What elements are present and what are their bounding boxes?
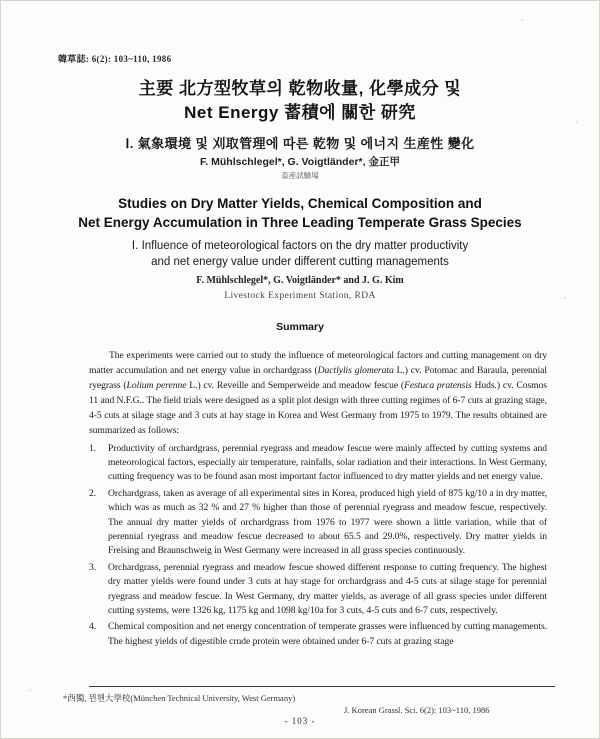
affiliation-korean: 畜産試驗場	[281, 171, 319, 180]
journal-header-reference: 韓草誌: 6(2): 103~110, 1986	[58, 54, 172, 64]
korean-title-line1: 主要 北方型牧草의 乾物收量, 化學成分 및	[138, 79, 462, 98]
english-title-line2: Net Energy Accumulation in Three Leading Temperate Grass Species	[78, 214, 522, 230]
result-item-2	[89, 487, 547, 559]
english-subtitle-line2: and net energy value under different cutting managements	[151, 255, 449, 268]
result-item-4-text: Chemical composition and net energy concentration of temperate grasses were influenced by cutting managements. The highest yields of digestible crude protein were obtained under 6-7 cuts at grazing stage	[108, 621, 547, 647]
result-item-1	[89, 442, 547, 485]
result-item-4	[89, 620, 547, 649]
result-item-1-number: 1.	[89, 442, 97, 454]
result-item-2-number: 2.	[89, 487, 97, 499]
body-text-block	[89, 348, 547, 684]
species-name-italic-1: Dactlylis glomerata	[317, 365, 394, 377]
authors-english: F. Mühlschlegel*, G. Voigtländer* and J. G. Kim	[196, 275, 404, 286]
authors-korean: F. Mühlschlegel*, G. Voigtländer*, 金正甲	[200, 156, 400, 168]
species-name-italic-2: Lolium perenne	[126, 380, 187, 392]
result-item-4-number: 4.	[89, 621, 97, 633]
affiliation-english: Livestock Experiment Station, RDA	[224, 291, 376, 301]
species-name-italic-3: Festuca pratensis	[404, 380, 472, 392]
result-item-1-text: Productivity of orchardgrass, perennial ryegrass and meadow fescue were mainly affected by cutting systems and meteorological factors, especially air temperature, rainfalls, solar radiation and their interactions. In West Germany, cutting frequency was to be found asan most important factor influenced to dry matter yields and net energy value.	[108, 442, 547, 483]
korean-subtitle: Ⅰ. 氣象環境 및 刈取管理에 따른 乾物 및 에너지 生産性 變化	[125, 136, 475, 151]
summary-text-4: Huds.) cv. Cosmos 11 and N.F.G.. The field trials were designed as a split plot design with three cutting regimes of 6-7 cuts at grazing stage, 4-5 cuts at silage stage and 3 cuts at hay stage in Korea and West Germany from 1975 to 1979. The results obtained are summarized as follows:	[89, 380, 547, 437]
page-number: - 103 -	[284, 716, 316, 726]
scan-noise	[1, 1, 3, 3]
result-item-3	[89, 561, 547, 619]
korean-title-line2: Net Energy 蓄積에 關한 研究	[184, 103, 416, 122]
footnote-divider-rule	[89, 686, 555, 687]
result-item-2-text: Orchardgrass, taken as average of all experimental sites in Korea, produced high yield of 875 kg/10 a in dry matter, which was as much as 32 % and 27 % higher than those of perennial ryegrass and meadow fescue, respectively. The annual dry matter yields of orchardgrass from 1976 to 1977 were shown a little variation, while that of perennial ryegrass and meadow fescue decreased to about 65.5 and 29.0%, respectively. Dry matter yields in Freising and Braunschweig in West Germany were increased in all grass species continuously.	[108, 487, 547, 557]
english-subtitle-line1: Ⅰ. Influence of meteorological factors on the dry matter productivity	[131, 240, 469, 252]
english-title-line1: Studies on Dry Matter Yields, Chemical Composition and	[118, 196, 482, 211]
english-title	[1, 195, 599, 232]
summary-paragraph	[89, 348, 547, 439]
result-item-3-text: Orchardgrass, perennial ryegrass and meadow fescue showed different response to cutting frequency. The highest dry matter yields were found under 3 cuts at hay stage for orchardgrass and 4-5 cuts at silage stage for perennial ryegrass and meadow fescue. In West Germany, dry matter yields, as average of all grass species under different cutting systems, were 1326 kg, 1175 kg and 1098 kg/10a for 3 cuts, 4-5 cuts and 6-7 cuts, respectively.	[108, 561, 547, 617]
korean-title	[1, 77, 599, 125]
result-item-3-number: 3.	[89, 561, 97, 573]
bottom-journal-reference: J. Korean Grassl. Sci. 6(2): 103~110, 1986	[344, 705, 490, 715]
summary-text-1: The experiments were carried out to study the influence of meteorological factors and cutting management on dry matter accumulation and net energy value in orchardgrass (	[89, 350, 547, 377]
footnote-affiliation: *西獨, 뮌헨大學校(München Technical University, West Germany)	[63, 693, 296, 703]
english-subtitle	[1, 239, 599, 270]
summary-heading: Summary	[276, 321, 324, 333]
summary-text-2: L.) cv. Potomac and Baraula, perennial ryegrass (	[89, 365, 547, 392]
summary-text-3: L.) cv. Reveille and Semperweide and meadow fescue (	[186, 380, 405, 392]
